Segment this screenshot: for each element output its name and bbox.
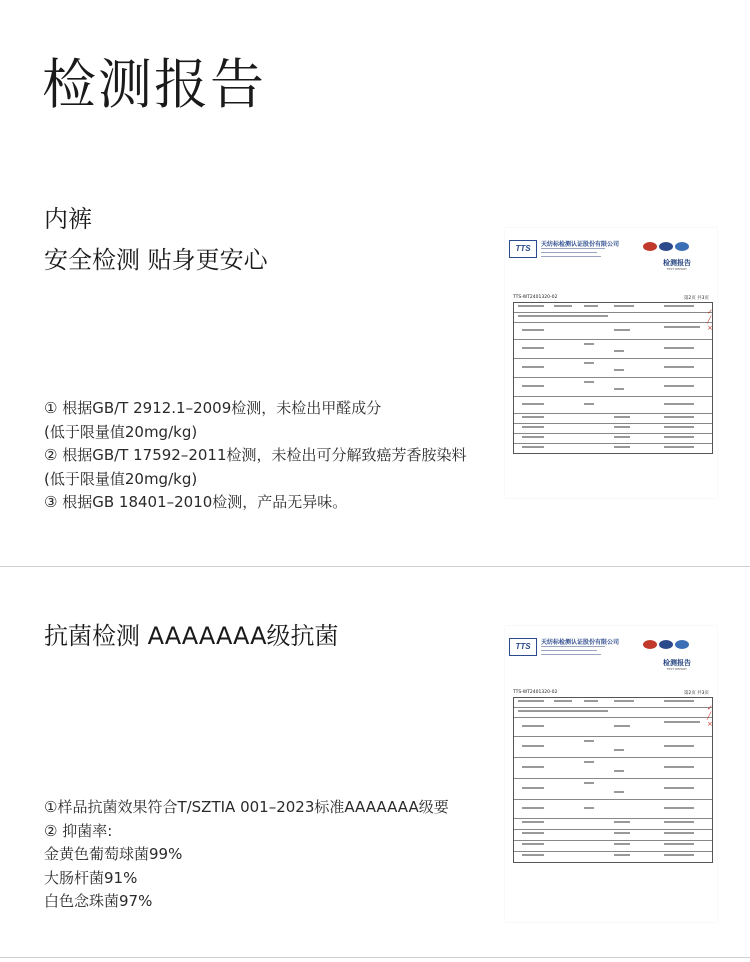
test-report-image (505, 626, 717, 922)
result-line: ① 根据GB/T 2912.1–2009检测，未检出甲醛成分 (44, 399, 382, 417)
certification-badges (643, 242, 703, 254)
ilac-mra-badge-icon (643, 640, 657, 649)
report-table (513, 302, 713, 454)
test-report-image (505, 228, 717, 498)
report-number: TTS-WT2401320-02 (513, 690, 558, 695)
section2-test-results (44, 796, 449, 914)
cnas-badge-icon (675, 242, 689, 251)
report-table (513, 697, 713, 863)
certification-badges (643, 640, 703, 652)
report-subtitle: TEST REPORT (666, 667, 687, 671)
report-org-name: 天纺标检测认证股份有限公司 (541, 639, 620, 646)
report-header (509, 634, 713, 671)
cma-badge-icon (659, 640, 673, 649)
section2-heading: 抗菌检测 AAAAAAA级抗菌 (44, 622, 339, 650)
section-divider (0, 957, 750, 958)
result-line: ② 根据GB/T 17592–2011检测，未检出可分解致癌芳香胺染料 (44, 446, 467, 464)
report-org-name: 天纺标检测认证股份有限公司 (541, 241, 620, 248)
section1-heading-tagline: 安全检测 贴身更安心 (44, 246, 268, 274)
tts-logo: TTS (509, 638, 537, 656)
handwritten-mark: ✓ ╱ × (707, 308, 713, 332)
report-number: TTS-WT2401320-02 (513, 295, 558, 300)
result-line: 大肠杆菌91% (44, 868, 138, 887)
result-line: ② 抑菌率: (44, 821, 113, 840)
ilac-mra-badge-icon (643, 242, 657, 251)
result-line: (低于限量值20mg/kg) (44, 469, 198, 488)
section1-heading-product: 内裤 (44, 205, 92, 233)
result-line: (低于限量值20mg/kg) (44, 422, 198, 441)
report-page: 第2页 共3页 (683, 296, 709, 301)
report-title: 检测报告 (663, 659, 691, 667)
result-line: ①样品抗菌效果符合T/SZTIA 001–2023标准AAAAAAA级要 (44, 798, 449, 816)
result-line: 白色念珠菌97% (44, 892, 153, 910)
section-divider (0, 566, 750, 567)
cma-badge-icon (659, 242, 673, 251)
page-title: 检测报告 (42, 53, 266, 116)
report-page: 第2页 共3页 (683, 691, 709, 696)
report-subtitle: TEST REPORT (666, 267, 687, 271)
section1-test-results (44, 397, 467, 515)
report-header (509, 236, 713, 270)
result-line: 金黄色葡萄球菌99% (44, 845, 183, 863)
tts-logo: TTS (509, 240, 537, 258)
cnas-badge-icon (675, 640, 689, 649)
result-line: ③ 根据GB 18401–2010检测，产品无异味。 (44, 493, 348, 511)
handwritten-mark: ✓ ╱ × (707, 704, 713, 728)
report-title: 检测报告 (663, 259, 691, 267)
